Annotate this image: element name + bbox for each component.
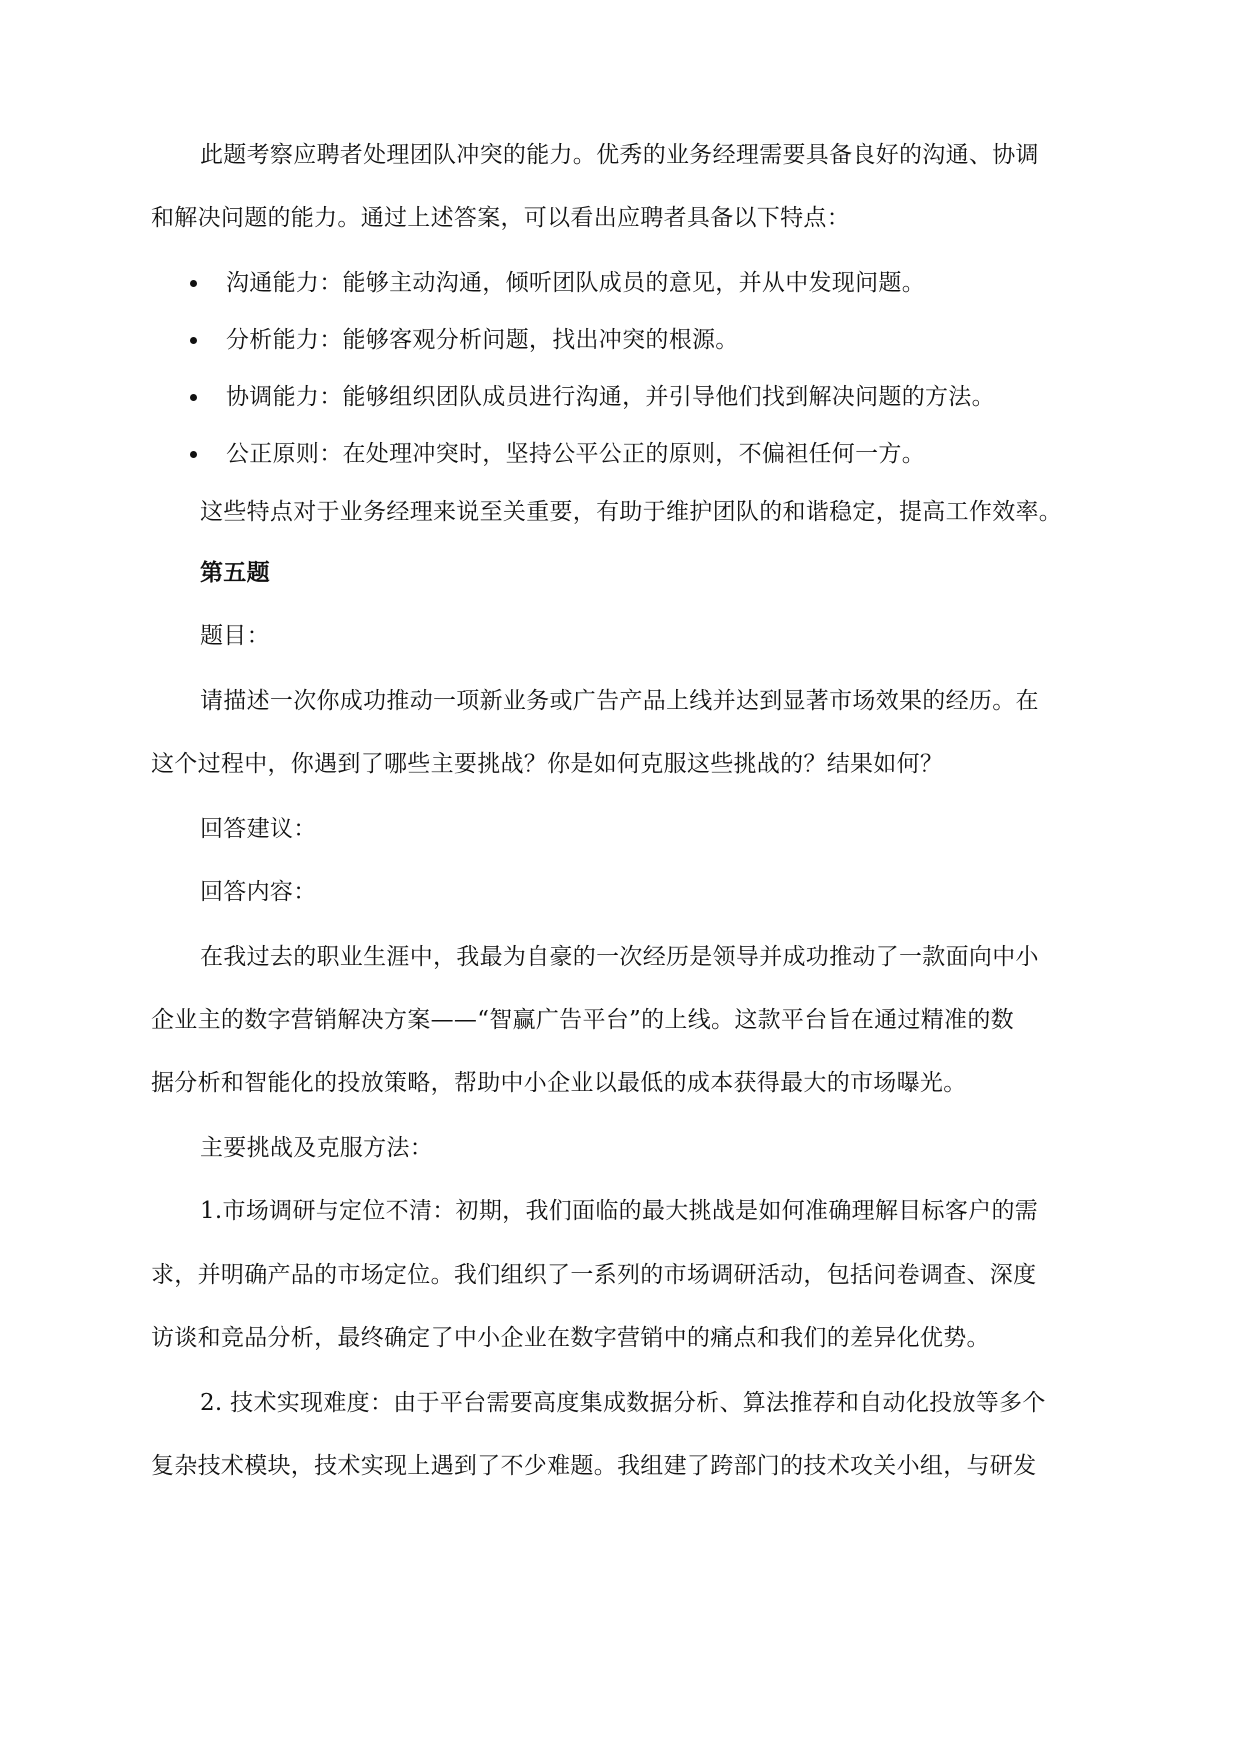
- suggestion-label: 回答建议：: [200, 816, 317, 842]
- answer-line-3: 据分析和智能化的投放策略，帮助中小企业以最低的成本获得最大的市场曝光。: [151, 1070, 967, 1096]
- challenges-label: 主要挑战及克服方法：: [200, 1135, 433, 1161]
- challenge-2-line-1: 2. 技术实现难度：由于平台需要高度集成数据分析、算法推荐和自动化投放等多个: [200, 1390, 1046, 1416]
- summary-paragraph: 这些特点对于业务经理来说至关重要，有助于维护团队的和谐稳定，提高工作效率。: [200, 499, 1063, 525]
- trait-text: 协调能力：能够组织团队成员进行沟通，并引导他们找到解决问题的方法。: [226, 384, 995, 410]
- section-heading: 第五题: [200, 560, 270, 586]
- trait-text: 分析能力：能够客观分析问题，找出冲突的根源。: [226, 327, 739, 353]
- trait-list-item: [190, 267, 1091, 299]
- trait-list-item: [190, 381, 1091, 413]
- intro-line-1: 此题考察应聘者处理团队冲突的能力。优秀的业务经理需要具备良好的沟通、协调: [200, 142, 1039, 168]
- answer-line-1: 在我过去的职业生涯中，我最为自豪的一次经历是领导并成功推动了一款面向中小: [200, 944, 1039, 970]
- bullet-icon: [190, 280, 197, 287]
- challenge-1-line-3: 访谈和竞品分析，最终确定了中小企业在数字营销中的痛点和我们的差异化优势。: [151, 1325, 990, 1351]
- bullet-icon: [190, 394, 197, 401]
- challenge-2-line-2: 复杂技术模块，技术实现上遇到了不少难题。我组建了跨部门的技术攻关小组，与研发: [151, 1453, 1037, 1479]
- question-line-1: 请描述一次你成功推动一项新业务或广告产品上线并达到显著市场效果的经历。在: [200, 688, 1039, 714]
- trait-text: 公正原则：在处理冲突时，坚持公平公正的原则，不偏袒任何一方。: [226, 441, 925, 467]
- trait-list-item: [190, 438, 1091, 470]
- answer-line-2: 企业主的数字营销解决方案——“智赢广告平台”的上线。这款平台旨在通过精准的数: [151, 1007, 1014, 1033]
- trait-list-item: [190, 324, 1091, 356]
- question-line-2: 这个过程中，你遇到了哪些主要挑战？你是如何克服这些挑战的？结果如何？: [151, 751, 944, 777]
- answer-label: 回答内容：: [200, 879, 317, 905]
- question-label: 题目：: [200, 623, 270, 649]
- bullet-icon: [190, 451, 197, 458]
- trait-text: 沟通能力：能够主动沟通，倾听团队成员的意见，并从中发现问题。: [226, 270, 925, 296]
- intro-line-2: 和解决问题的能力。通过上述答案，可以看出应聘者具备以下特点：: [151, 205, 850, 231]
- challenge-1-line-2: 求，并明确产品的市场定位。我们组织了一系列的市场调研活动，包括问卷调查、深度: [151, 1262, 1037, 1288]
- challenge-1-line-1: 1.市场调研与定位不清：初期，我们面临的最大挑战是如何准确理解目标客户的需: [200, 1198, 1039, 1224]
- bullet-icon: [190, 337, 197, 344]
